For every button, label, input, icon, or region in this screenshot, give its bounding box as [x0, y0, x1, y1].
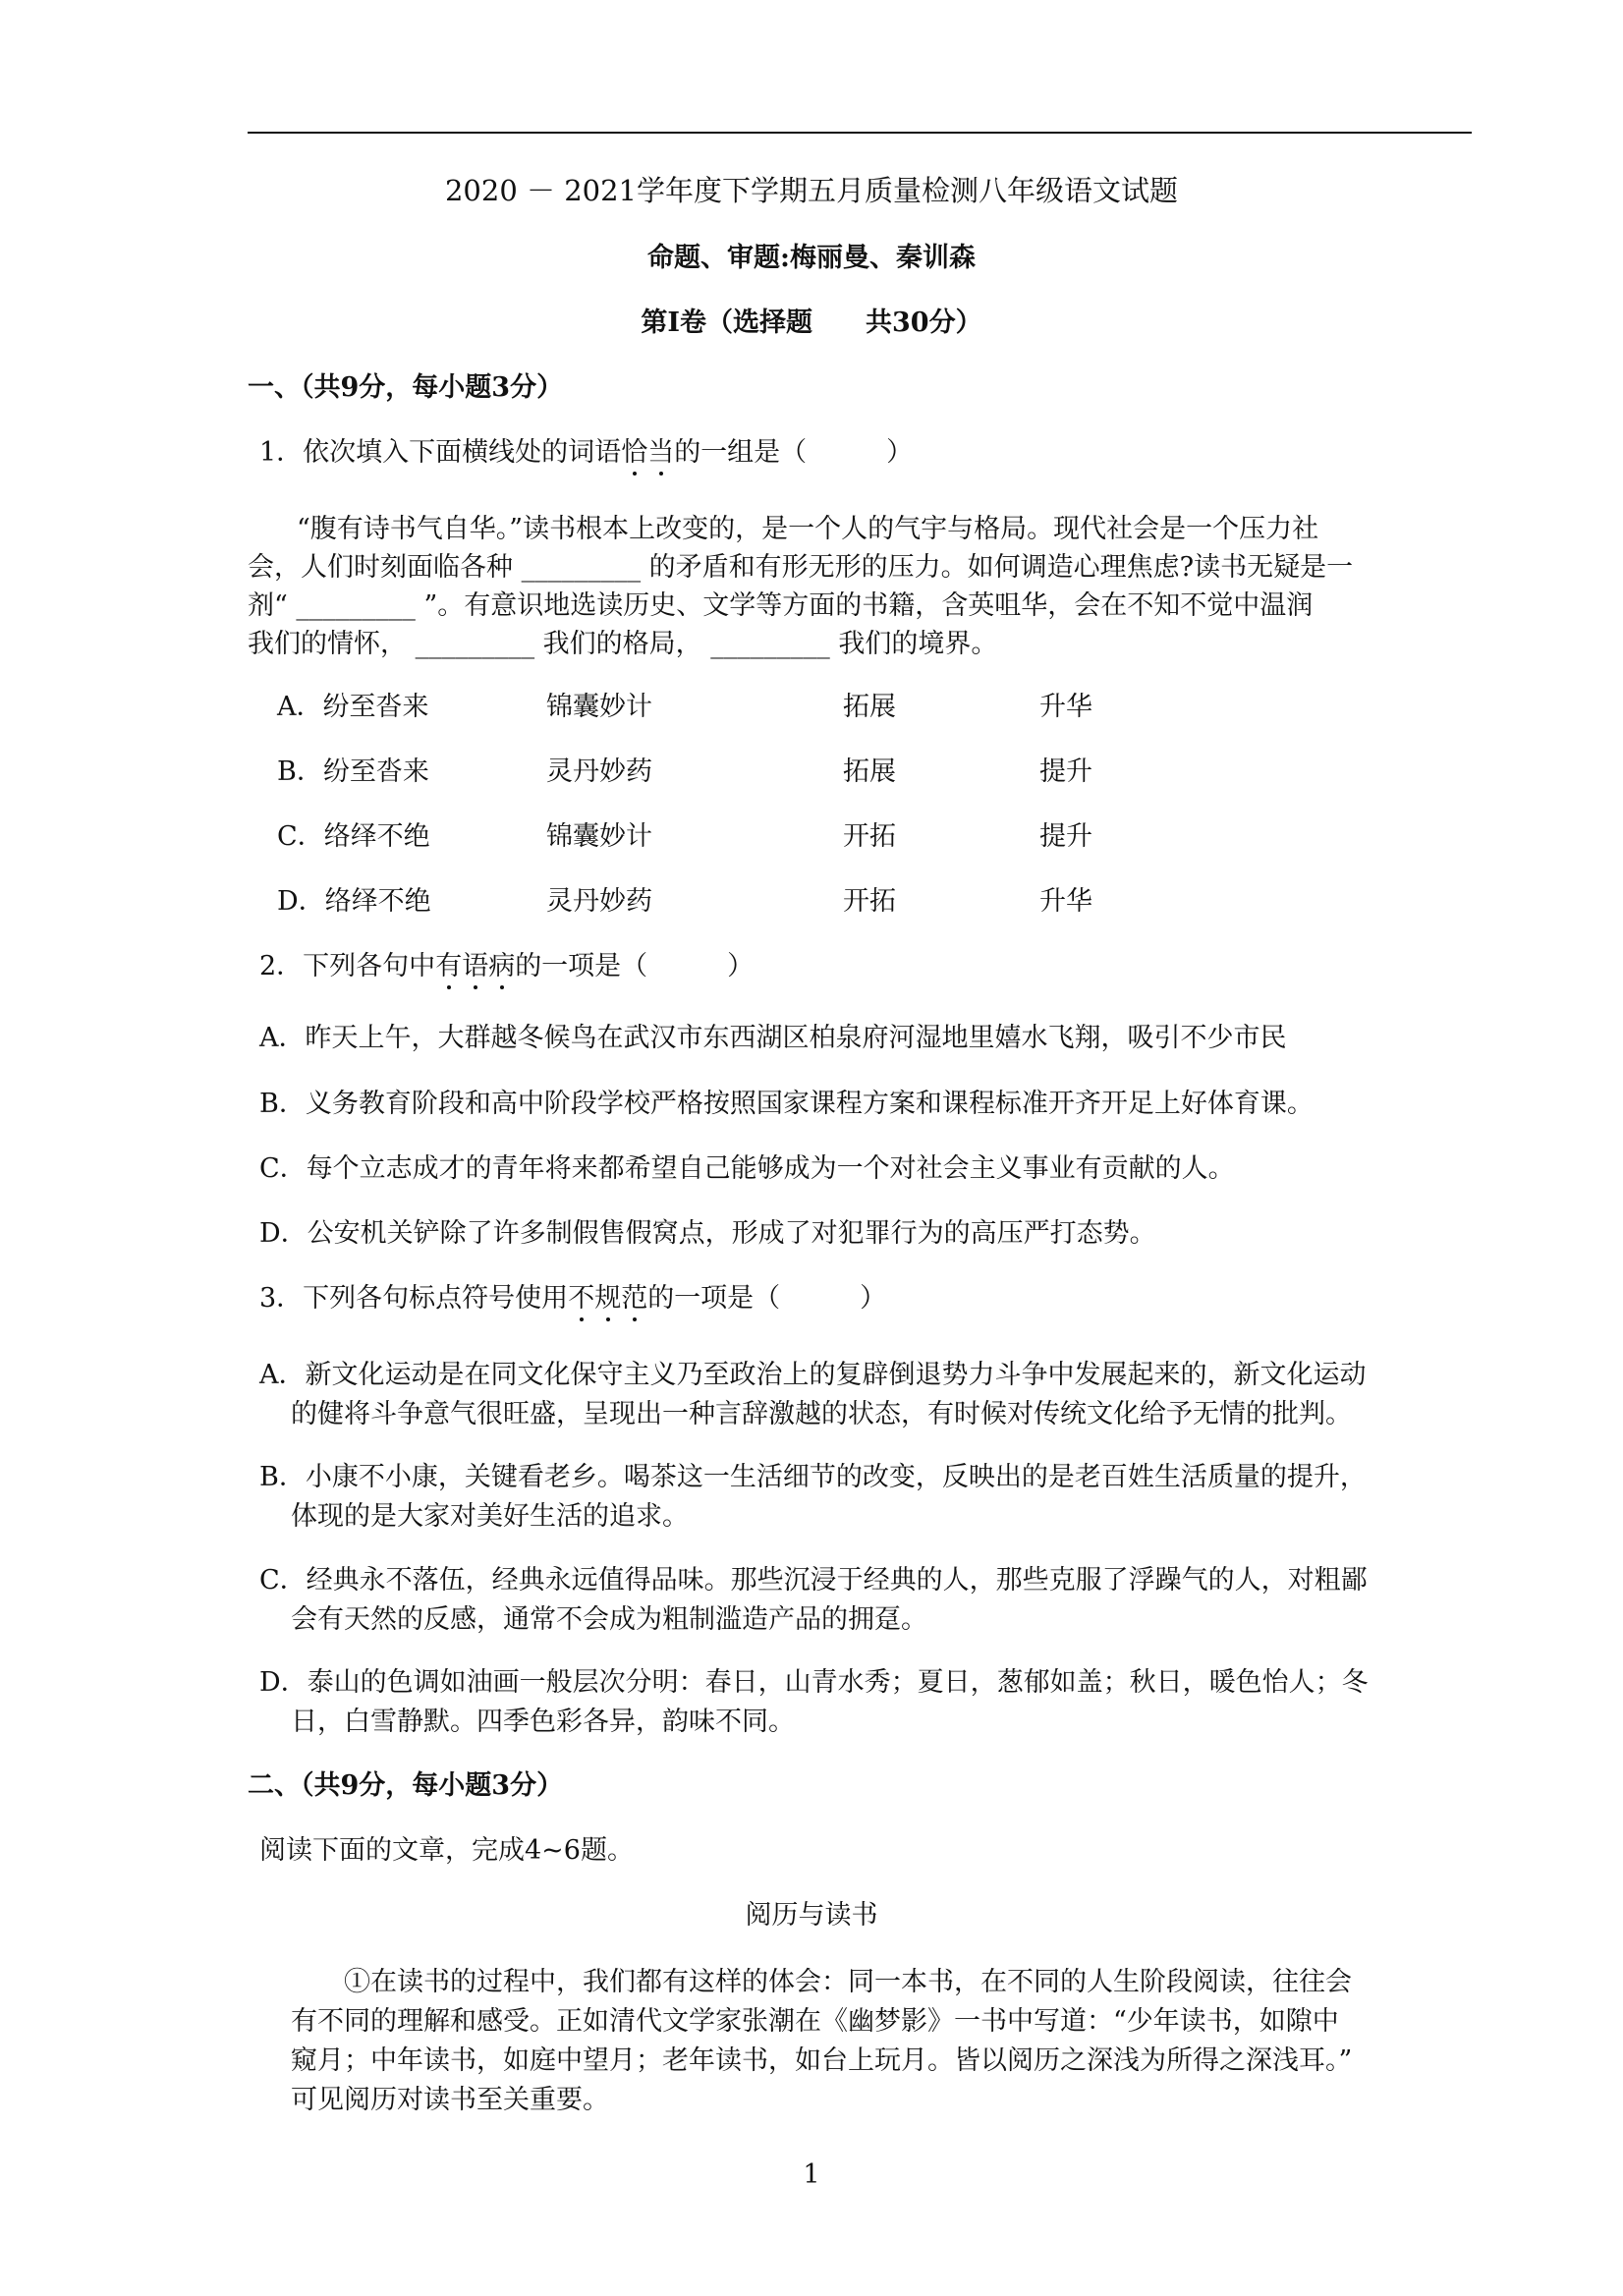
q3-option-c-line2: 会有天然的反感，通常不会成为粗制滥造产品的拥趸。	[291, 1604, 927, 1635]
section2-heading: 二、（共9分，每小题3分）	[248, 1770, 564, 1801]
q2-option-c: C．每个立志成才的青年将来都希望自己能够成为一个对社会主义事业有贡献的人。	[259, 1153, 1235, 1184]
q3-option-d-line1: D．泰山的色调如油画一般层次分明：春日，山青水秀；夏日，葱郁如盖；秋日，暖色怡人；冬	[259, 1667, 1369, 1698]
paragraph-line: ①在读书的过程中，我们都有这样的体会：同一本书，在不同的人生阶段阅读，往往会	[344, 1967, 1352, 1997]
q1-option-a-c2: 锦囊妙计	[546, 692, 652, 722]
paragraph-line: 有不同的理解和感受。正如清代文学家张潮在《幽梦影》一书中写道：“少年读书，如隙中	[291, 2006, 1339, 2037]
top-rule	[248, 132, 1472, 134]
q1-option-b-c4: 提升	[1039, 756, 1092, 787]
passage-line: 我们的情怀， _________ 我们的格局， _________ 我们的境界。	[248, 629, 998, 659]
q1-option-a-c3: 拓展	[843, 692, 896, 722]
q3-option-a-line1: A．新文化运动是在同文化保守主义乃至政治上的复辟倒退势力斗争中发展起来的，新文化运动	[259, 1360, 1367, 1390]
q1-option-b-c2: 灵丹妙药	[546, 756, 652, 787]
q1-option-c-label: C．络绎不绝	[277, 821, 430, 852]
article-title: 阅历与读书	[745, 1900, 878, 1931]
exam-title: 2020 － 2021学年度下学期五月质量检测八年级语文试题	[444, 174, 1179, 207]
q1-option-c-c3: 开拓	[843, 821, 896, 852]
part-heading: 第Ⅰ卷（选择题 共30分）	[641, 308, 982, 338]
q1-option-d-c3: 开拓	[843, 886, 896, 917]
q2-option-b: B．义务教育阶段和高中阶段学校严格按照国家课程方案和课程标准开齐开足上好体育课。	[259, 1089, 1314, 1119]
paragraph-line: 可见阅历对读书至关重要。	[291, 2085, 609, 2115]
q3-option-b-line1: B．小康不小康，关键看老乡。喝茶这一生活细节的改变，反映出的是老百姓生活质量的提升，	[259, 1462, 1367, 1492]
q1-option-d-c4: 升华	[1039, 886, 1092, 917]
exam-authors: 命题、审题:梅丽曼、秦训森	[647, 243, 976, 273]
q2-option-a: A．昨天上午，大群越冬候鸟在武汉市东西湖区柏泉府河湿地里嬉水飞翔，吸引不少市民	[259, 1023, 1287, 1053]
q3-option-c-line1: C．经典永不落伍，经典永远值得品味。那些沉浸于经典的人，那些克服了浮躁气的人，对粗鄙	[259, 1565, 1368, 1596]
passage-line: “腹有诗书气自华。”读书根本上改变的，是一个人的气宇与格局。现代社会是一个压力社	[297, 514, 1319, 544]
q1-option-d-label: D．络绎不绝	[277, 886, 431, 917]
q1-option-d-c2: 灵丹妙药	[546, 886, 652, 917]
q3-option-d-line2: 日，白雪静默。四季色彩各异，韵味不同。	[291, 1707, 795, 1737]
q1-stem: 1．依次填入下面横线处的词语恰当的一组是（ ）	[259, 437, 914, 468]
reading-instruction: 阅读下面的文章，完成4~6题。	[259, 1835, 634, 1866]
page-number: 1	[803, 2159, 820, 2190]
q3-stem: 3．下列各句标点符号使用不规范的一项是（ ）	[259, 1283, 887, 1314]
q3-option-b-line2: 体现的是大家对美好生活的追求。	[291, 1501, 689, 1532]
q1-option-b-label: B．纷至沓来	[277, 756, 429, 787]
q3-option-a-line2: 的健将斗争意气很旺盛，呈现出一种言辞激越的状态，有时候对传统文化给予无情的批判。	[291, 1399, 1352, 1429]
passage-line: 剂“ _________ ”。有意识地选读历史、文学等方面的书籍，含英咀华，会在不知不觉中温润	[248, 590, 1314, 621]
paragraph-line: 窥月；中年读书，如庭中望月；老年读书，如台上玩月。皆以阅历之深浅为所得之深浅耳。”	[291, 2045, 1353, 2076]
q2-option-d: D．公安机关铲除了许多制假售假窝点，形成了对犯罪行为的高压严打态势。	[259, 1218, 1156, 1249]
q1-option-a-label: A．纷至沓来	[277, 692, 429, 722]
passage-line: 会，人们时刻面临各种 _________ 的矛盾和有形无形的压力。如何调造心理焦虑?读书无疑是一	[248, 552, 1354, 583]
q2-stem: 2．下列各句中有语病的一项是（ ）	[259, 951, 755, 981]
q1-option-a-c4: 升华	[1039, 692, 1092, 722]
q1-option-c-c2: 锦囊妙计	[546, 821, 652, 852]
q1-option-c-c4: 提升	[1039, 821, 1092, 852]
section1-heading: 一、（共9分，每小题3分）	[248, 372, 564, 403]
q1-option-b-c3: 拓展	[843, 756, 896, 787]
